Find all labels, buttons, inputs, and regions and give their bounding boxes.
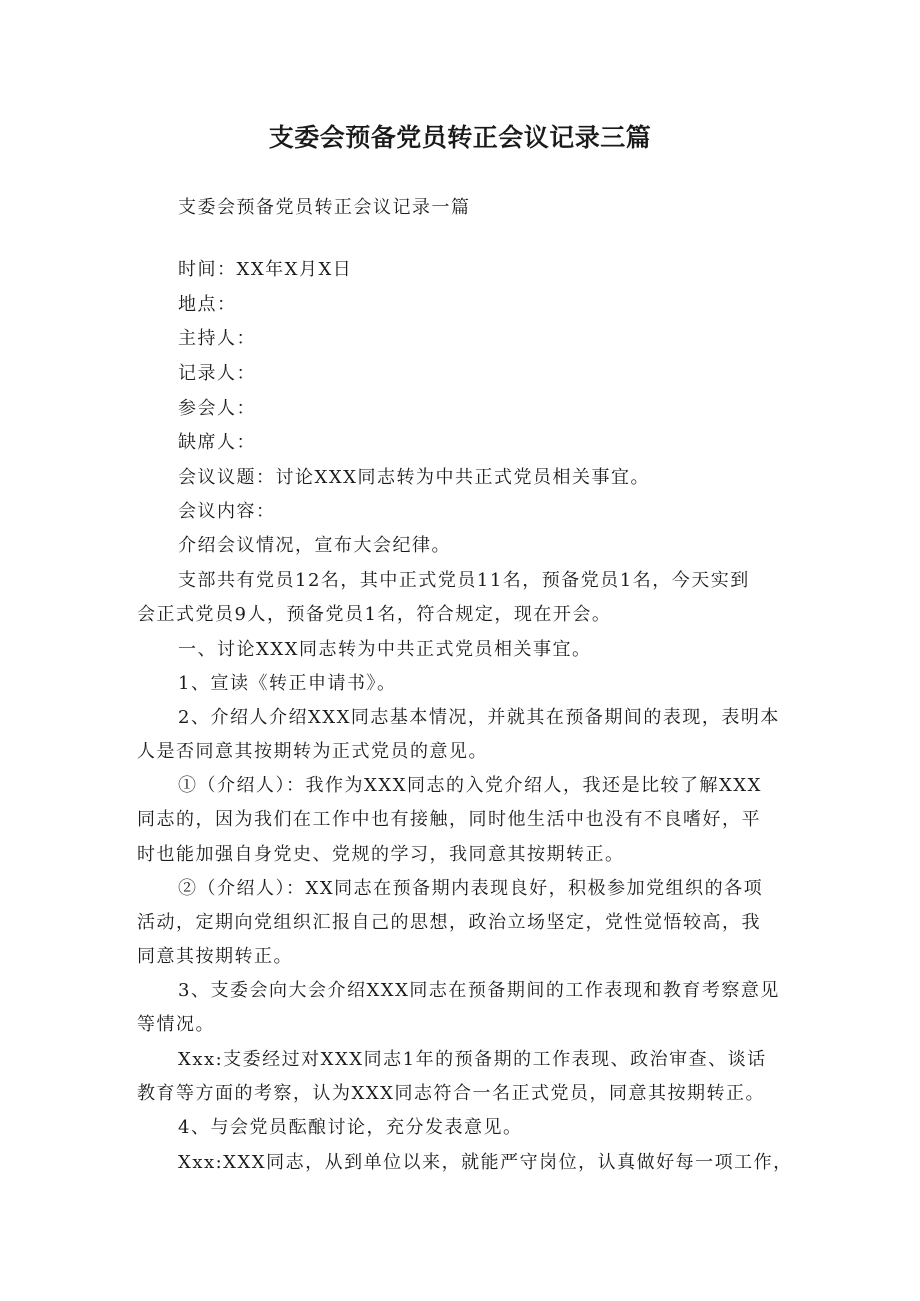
- document-subtitle: 支委会预备党员转正会议记录一篇: [178, 197, 471, 218]
- introducer-1-line2: 同志的，因为我们在工作中也有接触，同时他生活中也没有不良嗜好，平: [137, 809, 761, 830]
- committee-opinion-line2: 教育等方面的考察，认为XXX同志符合一名正式党员，同意其按期转正。: [137, 1083, 765, 1104]
- item-4: 4、与会党员酝酿讨论，充分发表意见。: [178, 1117, 523, 1138]
- introducer-1-line3: 时也能加强自身党史、党规的学习，我同意其按期转正。: [137, 844, 625, 865]
- item-3-line1: 3、支委会向大会介绍XXX同志在预备期间的工作表现和教育考察意见: [178, 980, 780, 1001]
- paragraph-attendance-line1: 支部共有党员12名，其中正式党员11名，预备党员1名，今天实到: [178, 570, 750, 591]
- meta-attendees: 参会人：: [178, 398, 256, 419]
- meta-absent: 缺席人：: [178, 432, 256, 453]
- meta-time: 时间：XX年X月X日: [178, 259, 353, 280]
- meta-recorder: 记录人：: [178, 363, 256, 384]
- meta-place: 地点：: [178, 294, 237, 315]
- introducer-1-line1: ①（介绍人）：我作为XXX同志的入党介绍人，我还是比较了解XXX: [178, 775, 762, 796]
- introducer-2-line1: ②（介绍人）：XX同志在预备期内表现良好，积极参加党组织的各项: [178, 878, 764, 899]
- item-3-line2: 等情况。: [137, 1014, 215, 1035]
- member-opinion-line1: Xxx:XXX同志，从到单位以来，就能严守岗位，认真做好每一项工作，: [178, 1152, 793, 1173]
- item-1: 1、宣读《转正申请书》。: [178, 673, 397, 694]
- document-title: 支委会预备党员转正会议记录三篇: [268, 123, 652, 152]
- committee-opinion-line1: Xxx:支委经过对XXX同志1年的预备期的工作表现、政治审查、谈话: [178, 1049, 767, 1070]
- introducer-2-line3: 同意其按期转正。: [137, 946, 293, 967]
- meta-topic: 会议议题：讨论XXX同志转为中共正式党员相关事宜。: [178, 467, 650, 488]
- item-2-line1: 2、介绍人介绍XXX同志基本情况，并就其在预备期间的表现，表明本: [178, 707, 780, 728]
- meta-host: 主持人：: [178, 328, 256, 349]
- meta-content-label: 会议内容：: [178, 501, 276, 522]
- item-2-line2: 人是否同意其按期转为正式党员的意见。: [137, 741, 488, 762]
- paragraph-intro: 介绍会议情况，宣布大会纪律。: [178, 535, 451, 556]
- section-heading-1: 一、讨论XXX同志转为中共正式党员相关事宜。: [178, 639, 592, 660]
- introducer-2-line2: 活动，定期向党组织汇报自己的思想，政治立场坚定，党性觉悟较高，我: [137, 912, 761, 933]
- paragraph-attendance-line2: 会正式党员9人，预备党员1名，符合规定，现在开会。: [137, 604, 612, 625]
